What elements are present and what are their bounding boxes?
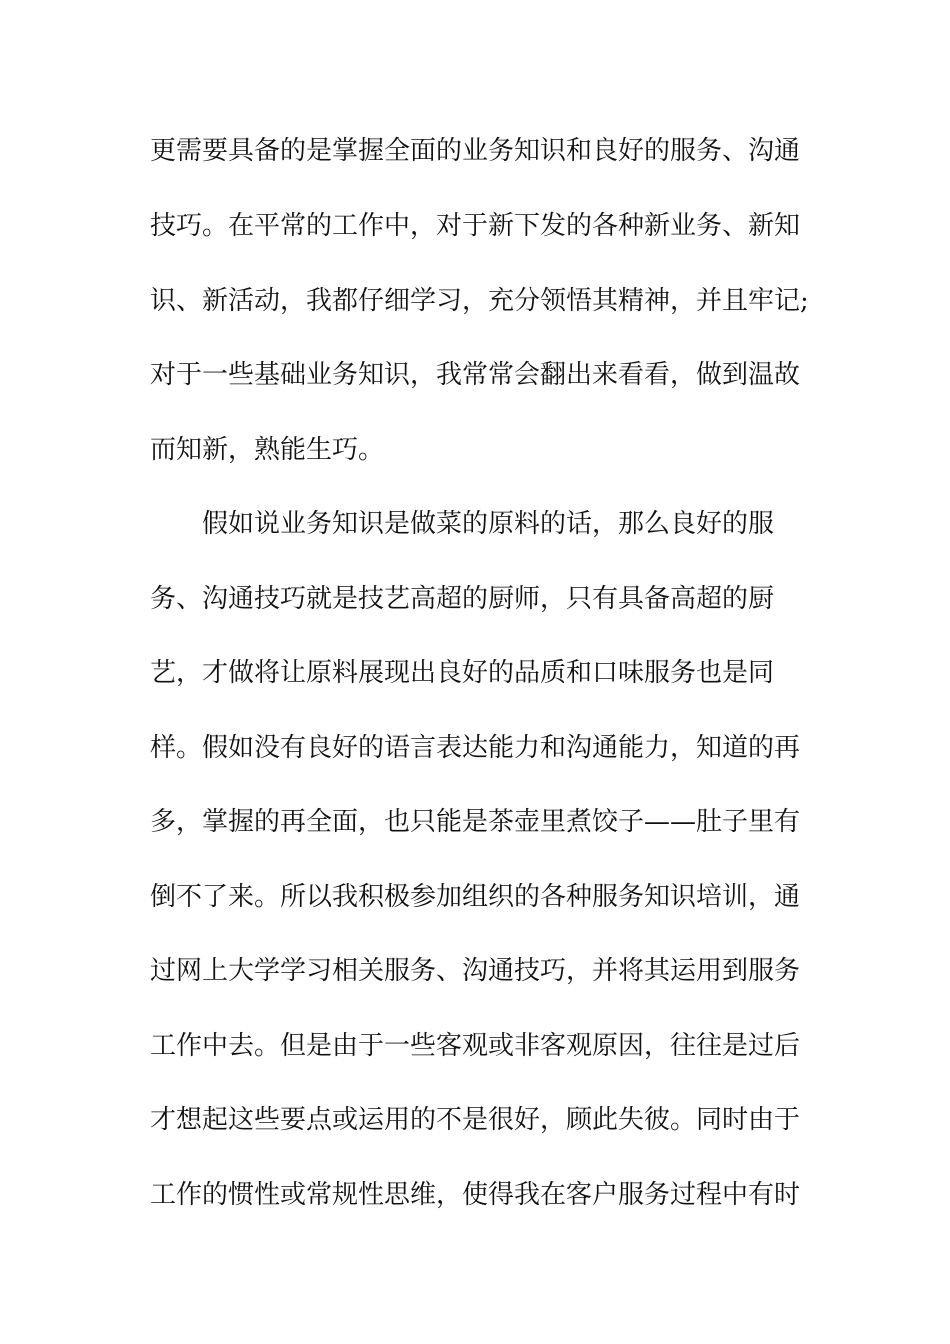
paragraph-line: 过网上大学学习相关服务、沟通技巧，并将其运用到服务 [150, 956, 801, 986]
paragraph-line: 更需要具备的是掌握全面的业务知识和良好的服务、沟通 [150, 136, 801, 166]
paragraph-line: 工作中去。但是由于一些客观或非客观原因，往往是过后 [150, 1031, 801, 1061]
paragraph-line: 务、沟通技巧就是技艺高超的厨师，只有具备高超的厨 [150, 584, 775, 614]
paragraph-line: 工作的惯性或常规性思维，使得我在客户服务过程中有时 [150, 1180, 801, 1210]
paragraph-line: 识、新活动，我都仔细学习，充分领悟其精神，并且牢记; [150, 286, 809, 316]
paragraph-line: 样。假如没有良好的语言表达能力和沟通能力，知道的再 [150, 733, 801, 763]
paragraph-line: 艺，才做将让原料展现出良好的品质和口味服务也是同 [150, 658, 775, 688]
paragraph-line: 而知新，熟能生巧。 [150, 435, 385, 465]
paragraph-line: 多，掌握的再全面，也只能是茶壶里煮饺子——肚子里有 [150, 807, 801, 837]
paragraph-line: 技巧。在平常的工作中，对于新下发的各种新业务、新知 [150, 211, 801, 241]
paragraph-line: 倒不了来。所以我积极参加组织的各种服务知识培训，通 [150, 882, 801, 912]
paragraph-line: 才想起这些要点或运用的不是很好，顾此失彼。同时由于 [150, 1105, 801, 1135]
paragraph-line: 对于一些基础业务知识，我常常会翻出来看看，做到温故 [150, 360, 801, 390]
paragraph-first-line: 假如说业务知识是做菜的原料的话，那么良好的服 [202, 509, 775, 539]
